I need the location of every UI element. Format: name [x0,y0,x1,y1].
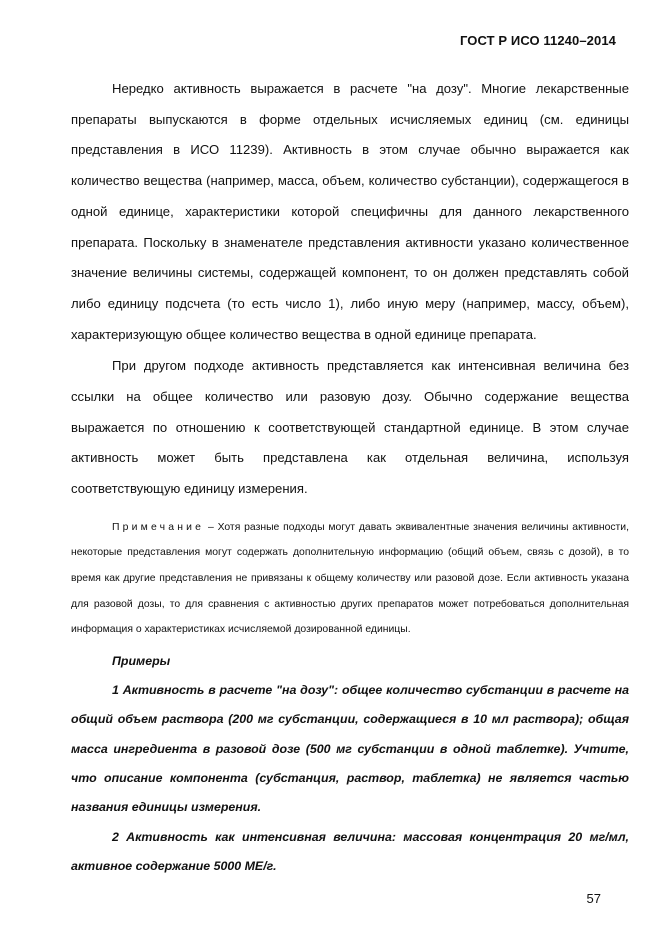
page-number: 57 [586,891,601,906]
standard-designation: ГОСТ Р ИСО 11240–2014 [459,33,616,48]
example-item-2: 2 Активность как интенсивная величина: массовая концентрация 20 мг/мл, активное содержание 5000 МЕ/г. [71,829,629,874]
note-block [71,515,629,643]
note-label: Примечание [112,521,205,533]
examples-title: Примеры [112,653,171,668]
page-body [71,74,629,882]
note-text: – Хотя разные подходы могут давать эквивалентные значения величины активности, некоторые представления могут содержать дополнительную информацию (общий объем, связь с дозой), в то время как другие представления не привязаны к общему количеству или разовой дозе. Если активность указана для разовой дозы, то для сравнения с активностью других препаратов может потребоваться дополнительная информация о характеристиках исчисляемой дозированной единицы. [71,521,629,636]
paragraph-per-dose-activity: Нередко активность выражается в расчете "на дозу". Многие лекарственные препараты выпускаются в форме отдельных исчисляемых единиц (см. единицы представления в ИСО 11239). Активность в этом случае обычно выражается как количество вещества (например, масса, объем, количество субстанции), содержащегося в одной единице, характеристики которой специфичны для данного лекарственного препарата. Поскольку в знаменателе представления активности указано количественное значение величины системы, содержащей компонент, то он должен представлять собой либо единицу подсчета (то есть число 1), либо иную меру (например, массу, объем), характеризующую общее количество вещества в одной единице препарата. [71,81,629,342]
example-item-1: 1 Активность в расчете "на дозу": общее количество субстанции в расчете на общий объем раствора (200 мг субстанции, содержащиеся в 10 мл раствора); общая масса ингредиента в разовой дозе (500 мг субстанции в одной таблетке). Учтите, что описание компонента (субстанция, раствор, таблетка) не является частью названия единицы измерения. [71,682,629,815]
document-header [460,33,616,48]
paragraph-intensive-quantity: При другом подходе активность представляется как интенсивная величина без ссылки на общее количество или разовую дозу. Обычно содержание вещества выражается по отношению к соответствующей стандартной единице. В этом случае активность может быть представлена как отдельная величина, используя соответствующую единицу измерения. [71,358,629,497]
